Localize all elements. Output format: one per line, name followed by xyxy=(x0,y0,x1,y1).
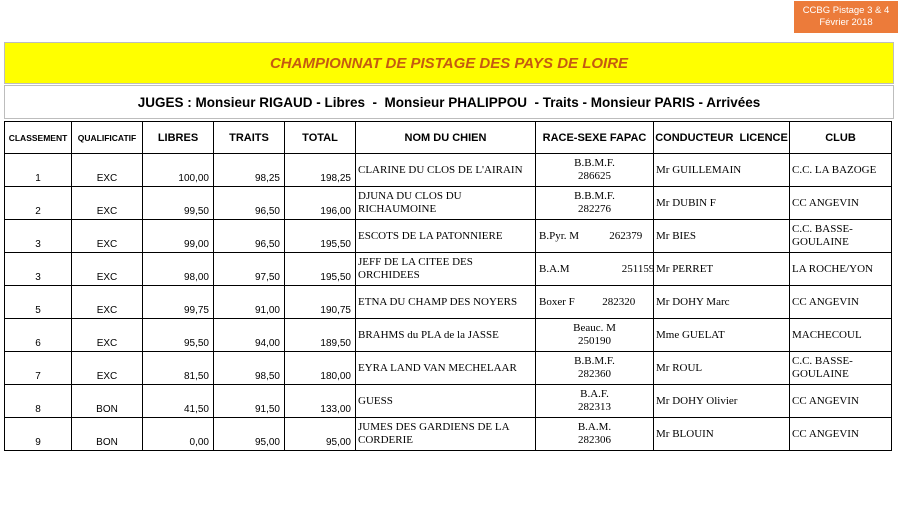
cell-qualificatif: EXC xyxy=(72,154,143,187)
cell-conducteur: Mr BIES xyxy=(654,220,790,253)
cell-traits: 91,00 xyxy=(214,286,285,319)
cell-traits: 94,00 xyxy=(214,319,285,352)
cell-nom-du-chien: ESCOTS DE LA PATONNIERE xyxy=(356,220,536,253)
cell-libres: 99,50 xyxy=(143,187,214,220)
cell-total: 195,50 xyxy=(285,253,356,286)
cell-race: B.Pyr. M 262379 xyxy=(536,220,654,253)
cell-total: 196,00 xyxy=(285,187,356,220)
col-header-total: TOTAL xyxy=(285,122,356,154)
cell-total: 190,75 xyxy=(285,286,356,319)
cell-race: Beauc. M 250190 xyxy=(536,319,654,352)
cell-classement: 6 xyxy=(5,319,72,352)
cell-total: 133,00 xyxy=(285,385,356,418)
cell-nom-du-chien: DJUNA DU CLOS DU RICHAUMOINE xyxy=(356,187,536,220)
table-row xyxy=(5,385,892,418)
cell-conducteur: Mme GUELAT xyxy=(654,319,790,352)
cell-classement: 1 xyxy=(5,154,72,187)
table-row xyxy=(5,286,892,319)
table-row xyxy=(5,154,892,187)
cell-qualificatif: EXC xyxy=(72,187,143,220)
cell-conducteur: Mr DOHY Olivier xyxy=(654,385,790,418)
cell-club: MACHECOUL xyxy=(790,319,892,352)
cell-classement: 2 xyxy=(5,187,72,220)
cell-club: C.C. BASSE-GOULAINE xyxy=(790,352,892,385)
cell-conducteur: Mr DOHY Marc xyxy=(654,286,790,319)
cell-total: 180,00 xyxy=(285,352,356,385)
cell-libres: 99,00 xyxy=(143,220,214,253)
cell-race: B.B.M.F. 282276 xyxy=(536,187,654,220)
col-header-traits: TRAITS xyxy=(214,122,285,154)
cell-qualificatif: EXC xyxy=(72,220,143,253)
col-header-race: RACE-SEXE FAPAC xyxy=(536,122,654,154)
cell-classement: 3 xyxy=(5,220,72,253)
cell-libres: 41,50 xyxy=(143,385,214,418)
cell-traits: 98,50 xyxy=(214,352,285,385)
col-header-nom-du-chien: NOM DU CHIEN xyxy=(356,122,536,154)
document-tag xyxy=(794,1,898,33)
table-row xyxy=(5,253,892,286)
cell-traits: 91,50 xyxy=(214,385,285,418)
cell-conducteur: Mr DUBIN F xyxy=(654,187,790,220)
cell-classement: 5 xyxy=(5,286,72,319)
cell-race: B.B.M.F. 286625 xyxy=(536,154,654,187)
cell-classement: 7 xyxy=(5,352,72,385)
cell-classement: 9 xyxy=(5,418,72,451)
cell-libres: 98,00 xyxy=(143,253,214,286)
cell-traits: 97,50 xyxy=(214,253,285,286)
cell-nom-du-chien: BRAHMS du PLA de la JASSE xyxy=(356,319,536,352)
cell-qualificatif: BON xyxy=(72,418,143,451)
cell-race: B.A.M 251159 xyxy=(536,253,654,286)
title-banner xyxy=(4,42,894,84)
cell-total: 95,00 xyxy=(285,418,356,451)
cell-traits: 98,25 xyxy=(214,154,285,187)
document-tag-line1: CCBG Pistage 3 & 4 xyxy=(802,5,890,16)
cell-nom-du-chien: CLARINE DU CLOS DE L'AIRAIN xyxy=(356,154,536,187)
cell-nom-du-chien: JEFF DE LA CITEE DES ORCHIDEES xyxy=(356,253,536,286)
cell-traits: 96,50 xyxy=(214,187,285,220)
col-header-libres: LIBRES xyxy=(143,122,214,154)
cell-club: C.C. BASSE-GOULAINE xyxy=(790,220,892,253)
cell-nom-du-chien: GUESS xyxy=(356,385,536,418)
col-header-classement: CLASSEMENT xyxy=(5,122,72,154)
cell-conducteur: Mr GUILLEMAIN xyxy=(654,154,790,187)
cell-race: B.A.M. 282306 xyxy=(536,418,654,451)
cell-qualificatif: EXC xyxy=(72,319,143,352)
cell-classement: 3 xyxy=(5,253,72,286)
results-table xyxy=(4,121,892,451)
document-tag-line2: Février 2018 xyxy=(819,17,873,28)
header-row xyxy=(5,122,892,154)
cell-club: CC ANGEVIN xyxy=(790,286,892,319)
table-row xyxy=(5,352,892,385)
col-header-conducteur: CONDUCTEUR LICENCE xyxy=(654,122,790,154)
judges-text: JUGES : Monsieur RIGAUD - Libres - Monsieur PHALIPPOU - Traits - Monsieur PARIS - Arrivées xyxy=(137,94,761,110)
cell-traits: 96,50 xyxy=(214,220,285,253)
cell-traits: 95,00 xyxy=(214,418,285,451)
page-title: CHAMPIONNAT DE PISTAGE DES PAYS DE LOIRE xyxy=(269,54,629,72)
cell-total: 195,50 xyxy=(285,220,356,253)
cell-club: CC ANGEVIN xyxy=(790,187,892,220)
judges-line xyxy=(4,85,894,119)
cell-libres: 0,00 xyxy=(143,418,214,451)
cell-libres: 99,75 xyxy=(143,286,214,319)
cell-conducteur: Mr PERRET xyxy=(654,253,790,286)
table-row xyxy=(5,187,892,220)
table-row xyxy=(5,220,892,253)
cell-libres: 100,00 xyxy=(143,154,214,187)
table-row xyxy=(5,418,892,451)
cell-qualificatif: EXC xyxy=(72,253,143,286)
cell-club: CC ANGEVIN xyxy=(790,385,892,418)
cell-total: 189,50 xyxy=(285,319,356,352)
cell-nom-du-chien: JUMES DES GARDIENS DE LA CORDERIE xyxy=(356,418,536,451)
cell-nom-du-chien: ETNA DU CHAMP DES NOYERS xyxy=(356,286,536,319)
cell-qualificatif: EXC xyxy=(72,286,143,319)
cell-nom-du-chien: EYRA LAND VAN MECHELAAR xyxy=(356,352,536,385)
cell-conducteur: Mr ROUL xyxy=(654,352,790,385)
cell-libres: 95,50 xyxy=(143,319,214,352)
cell-libres: 81,50 xyxy=(143,352,214,385)
cell-race: B.A.F. 282313 xyxy=(536,385,654,418)
cell-conducteur: Mr BLOUIN xyxy=(654,418,790,451)
cell-race: B.B.M.F. 282360 xyxy=(536,352,654,385)
cell-club: CC ANGEVIN xyxy=(790,418,892,451)
cell-total: 198,25 xyxy=(285,154,356,187)
col-header-club: CLUB xyxy=(790,122,892,154)
col-header-qualificatif: QUALIFICATIF xyxy=(72,122,143,154)
table-row xyxy=(5,319,892,352)
cell-race: Boxer F 282320 xyxy=(536,286,654,319)
cell-qualificatif: BON xyxy=(72,385,143,418)
cell-classement: 8 xyxy=(5,385,72,418)
cell-club: LA ROCHE/YON xyxy=(790,253,892,286)
cell-club: C.C. LA BAZOGE xyxy=(790,154,892,187)
cell-qualificatif: EXC xyxy=(72,352,143,385)
